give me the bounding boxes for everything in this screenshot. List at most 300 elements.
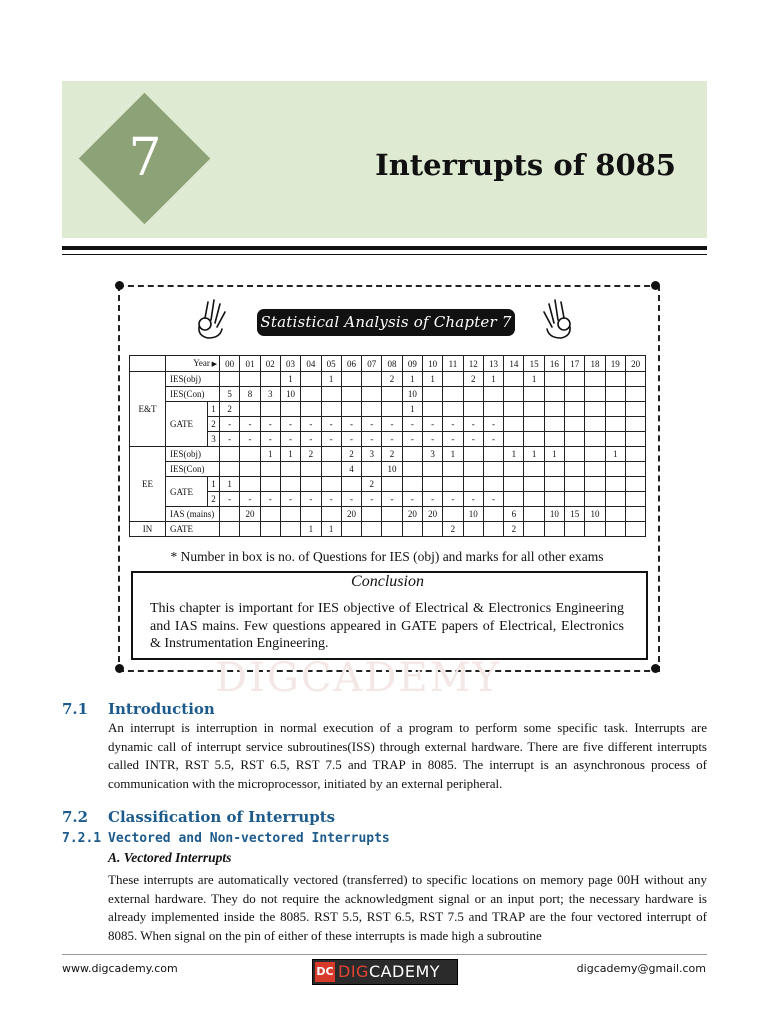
data-cell: 20 bbox=[240, 507, 260, 522]
ok-hand-icon bbox=[537, 296, 577, 340]
data-cell bbox=[220, 447, 240, 462]
data-cell bbox=[362, 462, 382, 477]
data-cell bbox=[483, 507, 503, 522]
data-cell bbox=[321, 447, 341, 462]
year-label: Year bbox=[193, 358, 210, 368]
year-header-cell: 05 bbox=[321, 356, 341, 372]
data-cell bbox=[483, 402, 503, 417]
header-divider-thick bbox=[62, 246, 707, 250]
data-cell: - bbox=[240, 492, 260, 507]
data-cell bbox=[321, 402, 341, 417]
data-cell bbox=[240, 372, 260, 387]
data-cell bbox=[483, 447, 503, 462]
data-cell bbox=[605, 507, 625, 522]
chapter-title: Interrupts of 8085 bbox=[375, 148, 676, 182]
data-cell bbox=[260, 477, 280, 492]
data-cell bbox=[402, 522, 422, 537]
data-cell bbox=[565, 492, 585, 507]
data-cell: 1 bbox=[544, 447, 564, 462]
table-row bbox=[130, 402, 646, 417]
data-cell: 2 bbox=[341, 447, 361, 462]
corner-dot-icon bbox=[115, 664, 124, 673]
data-cell bbox=[382, 477, 402, 492]
data-cell bbox=[483, 387, 503, 402]
data-cell: - bbox=[321, 492, 341, 507]
data-cell: - bbox=[220, 432, 240, 447]
footer-email-link[interactable]: digcademy@gmail.com bbox=[576, 962, 706, 975]
data-cell bbox=[524, 462, 544, 477]
section-heading-introduction bbox=[62, 700, 215, 718]
data-cell: - bbox=[301, 432, 321, 447]
data-cell: 2 bbox=[504, 522, 524, 537]
data-cell: - bbox=[382, 417, 402, 432]
data-cell bbox=[280, 477, 300, 492]
data-cell: - bbox=[443, 432, 463, 447]
data-cell bbox=[402, 462, 422, 477]
data-cell bbox=[585, 402, 605, 417]
data-cell bbox=[483, 477, 503, 492]
data-cell: - bbox=[260, 432, 280, 447]
data-cell bbox=[321, 387, 341, 402]
data-cell bbox=[605, 522, 625, 537]
data-cell bbox=[605, 432, 625, 447]
year-header-cell: 15 bbox=[524, 356, 544, 372]
data-cell bbox=[301, 402, 321, 417]
table-footnote: * Number in box is no. of Questions for IES (obj) and marks for all other exams bbox=[170, 549, 604, 564]
data-cell: - bbox=[280, 492, 300, 507]
watermark-text: DIGCADEMY bbox=[215, 655, 501, 701]
data-cell bbox=[240, 477, 260, 492]
data-cell bbox=[605, 372, 625, 387]
question-statistics-table bbox=[129, 355, 646, 537]
data-cell: - bbox=[362, 417, 382, 432]
data-cell bbox=[504, 372, 524, 387]
data-cell: 8 bbox=[240, 387, 260, 402]
data-cell: - bbox=[280, 432, 300, 447]
section-title: Introduction bbox=[108, 700, 215, 718]
year-header-cell: 09 bbox=[402, 356, 422, 372]
data-cell bbox=[524, 402, 544, 417]
data-cell bbox=[443, 387, 463, 402]
paper-number-cell: 1 bbox=[208, 477, 220, 492]
corner-dot-icon bbox=[651, 281, 660, 290]
exam-label-cell: IES(obj) bbox=[166, 372, 220, 387]
corner-dot-icon bbox=[115, 281, 124, 290]
data-cell bbox=[605, 492, 625, 507]
data-cell bbox=[362, 507, 382, 522]
data-cell bbox=[240, 402, 260, 417]
data-cell bbox=[301, 372, 321, 387]
data-cell bbox=[565, 372, 585, 387]
data-cell bbox=[362, 372, 382, 387]
year-header-cell: 03 bbox=[280, 356, 300, 372]
data-cell: 2 bbox=[463, 372, 483, 387]
data-cell bbox=[280, 402, 300, 417]
data-cell: 1 bbox=[422, 372, 442, 387]
footer-divider bbox=[62, 954, 707, 955]
data-cell bbox=[605, 387, 625, 402]
section-number: 7.1 bbox=[62, 700, 89, 718]
data-cell: - bbox=[341, 492, 361, 507]
data-cell bbox=[301, 387, 321, 402]
data-cell bbox=[341, 477, 361, 492]
data-cell bbox=[544, 492, 564, 507]
data-cell: 1 bbox=[402, 372, 422, 387]
year-header-cell: 20 bbox=[625, 356, 645, 372]
data-cell bbox=[301, 507, 321, 522]
data-cell bbox=[382, 522, 402, 537]
data-cell: - bbox=[341, 417, 361, 432]
year-header-cell: 14 bbox=[504, 356, 524, 372]
introduction-paragraph: An interrupt is interruption in normal execution of a program to perform some specific task. Interrupts are dynamic call of interrupt service subroutines(ISS) through external hardware. There are five different interrupts called INTR, RST 5.5, RST 6.5, RST 7.5 and TRAP in 8085. The interrupt is an asynchronous process of communication with the microprocessor, initiated by an external peripheral. bbox=[108, 720, 707, 791]
data-cell bbox=[443, 372, 463, 387]
data-cell bbox=[260, 522, 280, 537]
data-cell: 1 bbox=[402, 402, 422, 417]
table-row bbox=[130, 387, 646, 402]
data-cell: 10 bbox=[585, 507, 605, 522]
data-cell bbox=[605, 477, 625, 492]
data-cell bbox=[605, 402, 625, 417]
year-header-cell: 04 bbox=[301, 356, 321, 372]
data-cell bbox=[504, 462, 524, 477]
table-row bbox=[130, 462, 646, 477]
conclusion-text: This chapter is important for IES objective of Electrical & Electronics Engineering and IAS mains. Few questions appeared in GATE papers of Electrical, Electronics & Instrumentation Engineering. bbox=[150, 601, 624, 651]
data-cell: - bbox=[220, 417, 240, 432]
data-cell bbox=[625, 507, 645, 522]
data-cell: 4 bbox=[341, 462, 361, 477]
data-cell bbox=[524, 507, 544, 522]
data-cell: 2 bbox=[220, 402, 240, 417]
data-cell bbox=[260, 372, 280, 387]
data-cell bbox=[321, 507, 341, 522]
data-cell bbox=[565, 462, 585, 477]
data-cell bbox=[524, 387, 544, 402]
footer-website-link[interactable]: www.digcademy.com bbox=[62, 962, 178, 975]
data-cell: 10 bbox=[463, 507, 483, 522]
data-cell: 3 bbox=[422, 447, 442, 462]
data-cell bbox=[504, 477, 524, 492]
data-cell: - bbox=[443, 492, 463, 507]
data-cell bbox=[585, 387, 605, 402]
ok-hand-icon bbox=[192, 296, 232, 340]
data-cell bbox=[565, 477, 585, 492]
year-header-cell: 10 bbox=[422, 356, 442, 372]
subsection-title: Vectored and Non-vectored Interrupts bbox=[108, 831, 390, 846]
data-cell bbox=[585, 417, 605, 432]
data-cell: 1 bbox=[280, 447, 300, 462]
data-cell bbox=[504, 432, 524, 447]
branch-label-cell: E&T bbox=[130, 372, 166, 447]
table-row bbox=[130, 477, 646, 492]
data-cell: 3 bbox=[362, 447, 382, 462]
data-cell bbox=[220, 462, 240, 477]
table-header-row bbox=[130, 356, 646, 372]
statistical-analysis-title: Statistical Analysis of Chapter 7 bbox=[257, 309, 515, 336]
data-cell bbox=[463, 387, 483, 402]
year-header-cell: 13 bbox=[483, 356, 503, 372]
table-row bbox=[130, 372, 646, 387]
item-heading-vectored-interrupts: A. Vectored Interrupts bbox=[108, 850, 232, 865]
data-cell bbox=[240, 462, 260, 477]
exam-label-cell: IES(Con) bbox=[166, 462, 220, 477]
data-cell bbox=[443, 462, 463, 477]
data-cell bbox=[565, 387, 585, 402]
table-row bbox=[130, 432, 646, 447]
data-cell: - bbox=[402, 492, 422, 507]
data-cell bbox=[463, 477, 483, 492]
data-cell bbox=[565, 417, 585, 432]
logo-text-dig: DIG bbox=[338, 962, 369, 981]
data-cell bbox=[422, 402, 442, 417]
logo-text bbox=[338, 960, 440, 984]
data-cell bbox=[585, 522, 605, 537]
data-cell: - bbox=[463, 492, 483, 507]
exam-label-cell: GATE bbox=[166, 522, 220, 537]
branch-label-cell: IN bbox=[130, 522, 166, 537]
data-cell bbox=[504, 387, 524, 402]
table-row bbox=[130, 522, 646, 537]
data-cell bbox=[605, 462, 625, 477]
year-header-cell: 07 bbox=[362, 356, 382, 372]
data-cell: 1 bbox=[321, 522, 341, 537]
data-cell bbox=[625, 372, 645, 387]
data-cell: 1 bbox=[443, 447, 463, 462]
data-cell bbox=[544, 477, 564, 492]
data-cell bbox=[402, 447, 422, 462]
data-cell bbox=[220, 372, 240, 387]
table-row bbox=[130, 417, 646, 432]
data-cell bbox=[362, 522, 382, 537]
data-cell bbox=[341, 387, 361, 402]
data-cell: - bbox=[483, 432, 503, 447]
year-header-cell: 11 bbox=[443, 356, 463, 372]
data-cell bbox=[544, 417, 564, 432]
data-cell: - bbox=[321, 432, 341, 447]
table-row bbox=[130, 507, 646, 522]
data-cell bbox=[220, 522, 240, 537]
data-cell bbox=[544, 522, 564, 537]
table-row bbox=[130, 447, 646, 462]
data-cell bbox=[585, 462, 605, 477]
data-cell: - bbox=[301, 417, 321, 432]
data-cell bbox=[524, 432, 544, 447]
data-cell bbox=[260, 462, 280, 477]
data-cell bbox=[565, 402, 585, 417]
vectored-interrupts-paragraph: These interrupts are automatically vectored (transferred) to specific locations on memory page 00H without any external hardware. They do not require the acknowledgment signal or an input port; the necessary hardware is already implemented inside the 8085. RST 5.5, RST 6.5, RST 7.5 and TRAP are the four vectored interrupt of 8085. When signal on the pin of either of these interrupts is made high a subroutine bbox=[108, 872, 707, 943]
data-cell bbox=[280, 462, 300, 477]
data-cell: 3 bbox=[260, 387, 280, 402]
data-cell: 1 bbox=[524, 372, 544, 387]
data-cell: 20 bbox=[422, 507, 442, 522]
data-cell bbox=[585, 372, 605, 387]
data-cell: 1 bbox=[524, 447, 544, 462]
data-cell: 1 bbox=[321, 372, 341, 387]
year-header-cell: 02 bbox=[260, 356, 280, 372]
data-cell bbox=[585, 492, 605, 507]
exam-label-cell: GATE bbox=[166, 402, 208, 447]
data-cell: - bbox=[443, 417, 463, 432]
paper-number-cell: 2 bbox=[208, 417, 220, 432]
data-cell bbox=[483, 522, 503, 537]
data-cell: 5 bbox=[220, 387, 240, 402]
data-cell bbox=[625, 447, 645, 462]
data-cell bbox=[321, 477, 341, 492]
data-cell bbox=[544, 462, 564, 477]
arrow-right-icon: ▶ bbox=[209, 360, 218, 368]
data-cell bbox=[504, 492, 524, 507]
data-cell: - bbox=[463, 432, 483, 447]
data-cell bbox=[524, 417, 544, 432]
data-cell: - bbox=[260, 492, 280, 507]
year-header-cell: 16 bbox=[544, 356, 564, 372]
subsection-heading-vectored bbox=[62, 831, 390, 846]
data-cell: 2 bbox=[301, 447, 321, 462]
data-cell bbox=[362, 387, 382, 402]
data-cell bbox=[443, 507, 463, 522]
data-cell: 20 bbox=[341, 507, 361, 522]
exam-label-cell: IES(obj) bbox=[166, 447, 220, 462]
section-number: 7.2 bbox=[62, 808, 89, 826]
data-cell: - bbox=[422, 492, 442, 507]
data-cell: 1 bbox=[605, 447, 625, 462]
data-cell bbox=[565, 432, 585, 447]
data-cell: 2 bbox=[362, 477, 382, 492]
logo-mark: DC bbox=[315, 962, 335, 982]
data-cell bbox=[625, 417, 645, 432]
data-cell bbox=[463, 402, 483, 417]
data-cell: 2 bbox=[443, 522, 463, 537]
logo-text-cademy: CADEMY bbox=[368, 962, 441, 981]
data-cell: 10 bbox=[280, 387, 300, 402]
exam-label-cell: GATE bbox=[166, 477, 208, 507]
data-cell bbox=[483, 462, 503, 477]
data-cell: 1 bbox=[483, 372, 503, 387]
data-cell bbox=[321, 462, 341, 477]
data-cell: - bbox=[240, 432, 260, 447]
data-cell: - bbox=[483, 417, 503, 432]
data-cell bbox=[625, 402, 645, 417]
data-cell bbox=[544, 387, 564, 402]
year-header-cell: 18 bbox=[585, 356, 605, 372]
data-cell bbox=[240, 447, 260, 462]
data-cell: 10 bbox=[382, 462, 402, 477]
data-cell: - bbox=[260, 417, 280, 432]
data-cell: 2 bbox=[382, 447, 402, 462]
data-cell bbox=[544, 372, 564, 387]
year-header-cell: 01 bbox=[240, 356, 260, 372]
year-header-cell: 12 bbox=[463, 356, 483, 372]
data-cell bbox=[605, 417, 625, 432]
data-cell bbox=[402, 477, 422, 492]
data-cell bbox=[341, 372, 361, 387]
data-cell bbox=[463, 447, 483, 462]
data-cell: - bbox=[422, 432, 442, 447]
year-header-cell: 00 bbox=[220, 356, 240, 372]
data-cell: - bbox=[301, 492, 321, 507]
data-cell: - bbox=[362, 432, 382, 447]
data-cell: - bbox=[402, 417, 422, 432]
data-cell: - bbox=[341, 432, 361, 447]
data-cell bbox=[301, 477, 321, 492]
data-cell: - bbox=[422, 417, 442, 432]
data-cell bbox=[422, 462, 442, 477]
data-cell bbox=[504, 417, 524, 432]
data-cell bbox=[585, 432, 605, 447]
data-cell bbox=[240, 522, 260, 537]
digcademy-logo bbox=[312, 959, 458, 985]
paper-number-cell: 1 bbox=[208, 402, 220, 417]
data-cell bbox=[524, 477, 544, 492]
data-cell: - bbox=[280, 417, 300, 432]
data-cell bbox=[585, 447, 605, 462]
data-cell: 6 bbox=[504, 507, 524, 522]
data-cell: 1 bbox=[280, 372, 300, 387]
data-cell: 1 bbox=[220, 477, 240, 492]
data-cell: 1 bbox=[260, 447, 280, 462]
data-cell: - bbox=[402, 432, 422, 447]
paper-number-cell: 2 bbox=[208, 492, 220, 507]
data-cell: 15 bbox=[565, 507, 585, 522]
data-cell: - bbox=[362, 492, 382, 507]
data-cell bbox=[443, 477, 463, 492]
data-cell bbox=[625, 492, 645, 507]
section-title: Classification of Interrupts bbox=[108, 808, 336, 826]
data-cell bbox=[341, 522, 361, 537]
year-header-cell: 08 bbox=[382, 356, 402, 372]
data-cell bbox=[362, 402, 382, 417]
data-cell bbox=[301, 462, 321, 477]
year-label-cell bbox=[166, 356, 220, 372]
data-cell bbox=[382, 507, 402, 522]
data-cell bbox=[280, 507, 300, 522]
section-heading-classification bbox=[62, 808, 335, 826]
data-cell bbox=[565, 447, 585, 462]
data-cell bbox=[625, 387, 645, 402]
data-cell bbox=[544, 432, 564, 447]
data-cell: 1 bbox=[301, 522, 321, 537]
data-cell bbox=[625, 432, 645, 447]
data-cell: 10 bbox=[544, 507, 564, 522]
year-header-cell: 17 bbox=[565, 356, 585, 372]
data-cell bbox=[504, 402, 524, 417]
data-cell bbox=[422, 387, 442, 402]
data-cell bbox=[625, 522, 645, 537]
data-cell bbox=[625, 462, 645, 477]
corner-dot-icon bbox=[651, 664, 660, 673]
data-cell: 20 bbox=[402, 507, 422, 522]
data-cell bbox=[625, 477, 645, 492]
data-cell: 1 bbox=[504, 447, 524, 462]
data-cell bbox=[463, 462, 483, 477]
data-cell bbox=[524, 522, 544, 537]
data-cell: - bbox=[220, 492, 240, 507]
data-cell bbox=[463, 522, 483, 537]
data-cell: 10 bbox=[402, 387, 422, 402]
table-row bbox=[130, 492, 646, 507]
data-cell bbox=[260, 507, 280, 522]
data-cell bbox=[382, 387, 402, 402]
data-cell bbox=[280, 522, 300, 537]
data-cell: - bbox=[382, 432, 402, 447]
data-cell: - bbox=[463, 417, 483, 432]
conclusion-title: Conclusion bbox=[351, 573, 424, 590]
exam-label-cell: IES(Con) bbox=[166, 387, 220, 402]
exam-label-cell: IAS (mains) bbox=[166, 507, 220, 522]
data-cell bbox=[544, 402, 564, 417]
data-cell bbox=[422, 477, 442, 492]
data-cell bbox=[585, 477, 605, 492]
data-cell bbox=[382, 402, 402, 417]
